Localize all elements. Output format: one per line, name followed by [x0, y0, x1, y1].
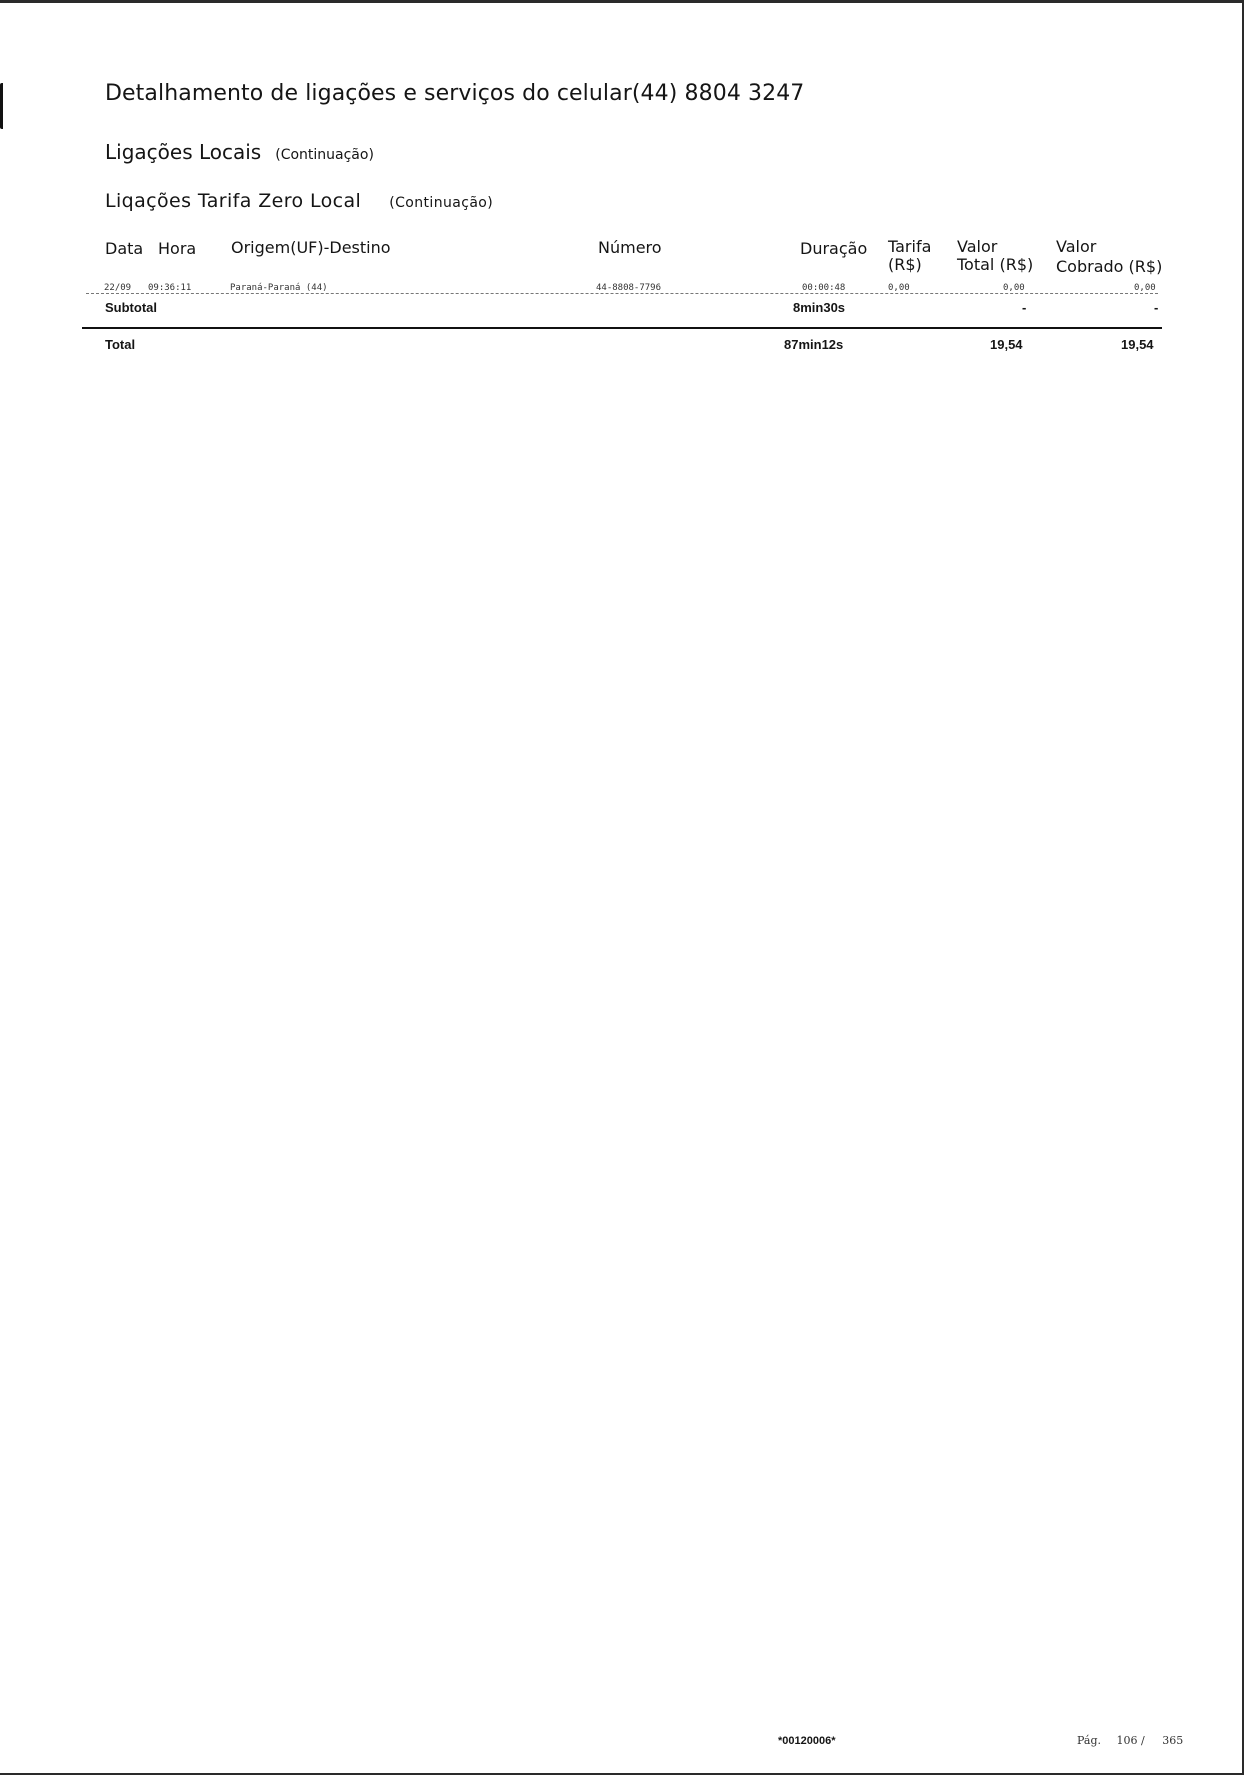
row-data: 22/09 — [104, 283, 132, 293]
page-separator: / — [1141, 1734, 1145, 1747]
total-duracao: 87min12s — [784, 337, 844, 352]
document-title: Detalhamento de ligações e serviços do celular(44) 8804 3247 — [105, 81, 805, 106]
total-label: Total — [105, 337, 136, 352]
scan-edge-mark — [0, 83, 11, 129]
row-valor-cobrado: 0,00 — [1134, 283, 1156, 293]
header-valor-total-line1: Valor — [957, 237, 998, 256]
header-hora: Hora — [158, 239, 197, 258]
row-valor-total: 0,00 — [1003, 283, 1025, 293]
row-tarifa: 0,00 — [888, 283, 910, 293]
page-label: Pág. — [1077, 1734, 1102, 1747]
section-continuation-note: (Continuação) — [275, 147, 374, 163]
total-valor-cobrado: 19,54 — [1121, 337, 1154, 352]
subtotal-label: Subtotal — [105, 300, 157, 315]
page-total: 365 — [1162, 1734, 1184, 1747]
subsection-title: Liqações Tarifa Zero Local — [105, 190, 362, 212]
subsection-heading — [105, 190, 493, 212]
header-valor-cobrado-line1: Valor — [1056, 237, 1097, 256]
row-numero: 44-8808-7796 — [596, 283, 662, 293]
page-indicator — [1077, 1734, 1183, 1747]
footer-barcode-text: *00120006* — [778, 1735, 836, 1747]
page-number: 106 — [1116, 1734, 1138, 1747]
header-duracao: Duração — [800, 239, 868, 258]
header-valor-total — [957, 238, 1033, 274]
section-heading — [105, 140, 374, 164]
row-origem-destino: Paraná-Paraná (44) — [230, 283, 328, 293]
section-title: Ligações Locais — [105, 140, 262, 164]
header-tarifa — [888, 238, 931, 274]
total-valor-total: 19,54 — [990, 337, 1023, 352]
header-data: Data — [105, 239, 144, 258]
subtotal-duracao: 8min30s — [793, 300, 846, 315]
header-valor-cobrado-line2: Cobrado (R$) — [1056, 257, 1163, 276]
header-tarifa-line1: Tarifa — [888, 237, 932, 256]
subsection-continuation-note: (Continuação) — [389, 195, 494, 211]
row-dotted-leader — [86, 293, 1158, 294]
header-tarifa-line2: (R$) — [888, 255, 922, 274]
row-hora: 09:36:11 — [148, 283, 192, 293]
header-origem-destino: Origem(UF)-Destino — [231, 238, 391, 257]
bill-page — [0, 3, 1242, 1773]
header-valor-cobrado — [1056, 238, 1162, 276]
subtotal-valor-cobrado: - — [1154, 300, 1159, 315]
subtotal-valor-total: - — [1022, 300, 1027, 315]
row-duracao: 00:00:48 — [802, 283, 846, 293]
header-numero: Número — [598, 238, 662, 257]
total-divider — [82, 327, 1162, 329]
header-valor-total-line2: Total (R$) — [957, 255, 1034, 274]
